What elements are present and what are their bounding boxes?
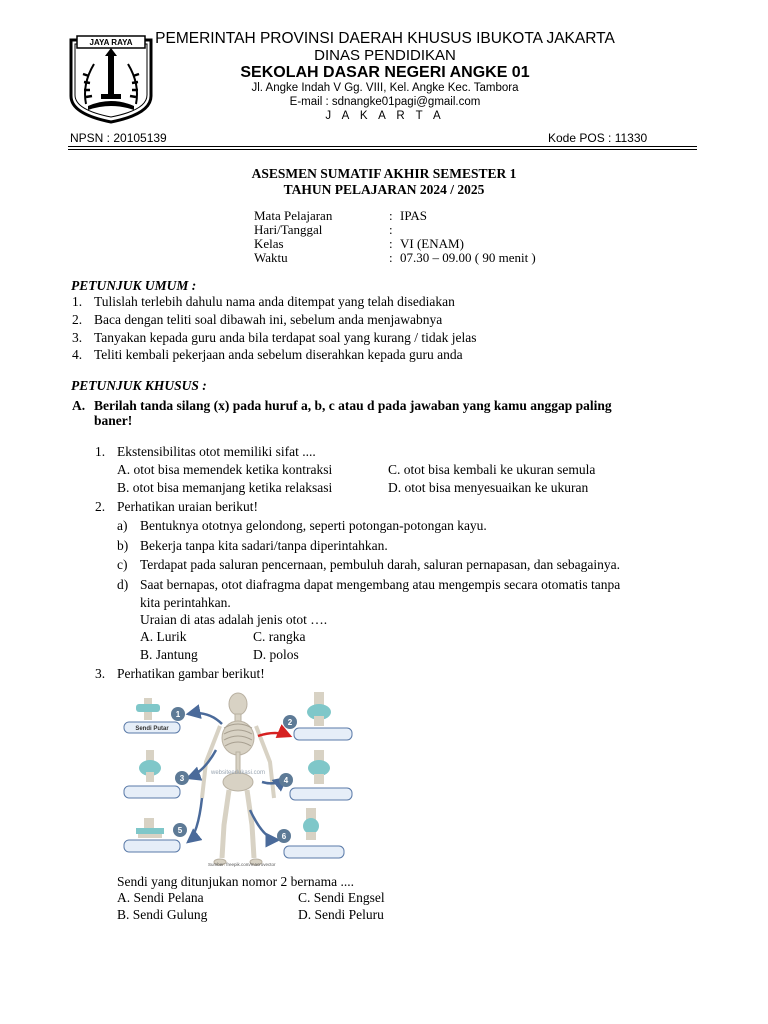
school-email: E-mail : sdnangke01pagi@gmail.com xyxy=(289,96,481,108)
general-instructions-heading: PETUNJUK UMUM : xyxy=(71,278,197,293)
q3-option-b[interactable]: B. Sendi Gulung xyxy=(117,907,208,922)
exam-title: ASESMEN SUMATIF AKHIR SEMESTER 1 xyxy=(251,166,517,181)
answer-box-4 xyxy=(290,788,352,800)
badge-5-number: 5 xyxy=(177,826,183,835)
list-number: 1. xyxy=(72,294,83,309)
joint-types-figure xyxy=(118,690,358,868)
q3-option-a[interactable]: A. Sendi Pelana xyxy=(117,890,204,905)
question-number: 2. xyxy=(95,499,106,514)
letterhead-divider xyxy=(68,146,697,147)
joint-1-label: Sendi Putar xyxy=(135,726,169,732)
identity-label-time: Waktu xyxy=(254,250,288,265)
answer-box-5 xyxy=(124,840,180,852)
badge-4-number: 4 xyxy=(283,776,289,785)
school-address: Jl. Angke Indah V Gg. VIII, Kel. Angke Kec. Tambora xyxy=(251,82,519,94)
joint-2-hinge-illustration xyxy=(307,692,331,726)
q2-point-b: Bekerja tanpa kita sadari/tanpa diperintahkan. xyxy=(140,538,388,553)
specific-instructions-heading: PETUNJUK KHUSUS : xyxy=(71,378,207,393)
list-number: 3. xyxy=(72,330,83,345)
general-instruction-item: Tulislah terlebih dahulu nama anda ditempat yang telah disediakan xyxy=(94,294,455,309)
question-2-text: Perhatikan uraian berikut! xyxy=(117,499,258,514)
section-letter: A. xyxy=(72,398,86,413)
identity-colon: : xyxy=(389,208,393,223)
identity-colon: : xyxy=(389,222,393,237)
q1-option-a[interactable]: A. otot bisa memendek ketika kontraksi xyxy=(117,462,333,477)
department-name: DINAS PENDIDIKAN xyxy=(314,47,456,64)
question-3-stem: Sendi yang ditunjukan nomor 2 bernama .... xyxy=(117,874,354,889)
q1-option-b[interactable]: B. otot bisa memanjang ketika relaksasi xyxy=(117,480,333,495)
identity-label-subject: Mata Pelajaran xyxy=(254,208,333,223)
school-emblem-logo xyxy=(68,34,154,124)
general-instruction-item: Tanyakan kepada guru anda bila terdapat soal yang kurang / tidak jelas xyxy=(94,330,477,345)
q2-point-a: Bentuknya ototnya gelondong, seperti potongan-potongan kayu. xyxy=(140,518,487,533)
arrow-to-joint-1 xyxy=(188,713,222,724)
answer-box-2 xyxy=(294,728,352,740)
q2-point-d: Saat bernapas, otot diafragma dapat mengembang atau mengempis secara otomatis tanpa xyxy=(140,577,621,592)
school-city: J A K A R T A xyxy=(325,110,445,122)
identity-colon: : xyxy=(389,250,393,265)
q3-option-c[interactable]: C. Sendi Engsel xyxy=(298,890,385,905)
q1-option-c[interactable]: C. otot bisa kembali ke ukuran semula xyxy=(388,462,596,477)
government-name: PEMERINTAH PROVINSI DAERAH KHUSUS IBUKOTA JAKARTA xyxy=(155,30,615,47)
q2-option-a[interactable]: A. Lurik xyxy=(140,629,187,644)
identity-colon: : xyxy=(389,236,393,251)
identity-label-class: Kelas xyxy=(254,236,284,251)
skeleton-illustration xyxy=(202,693,274,865)
badge-1-number: 1 xyxy=(175,710,181,719)
q2-option-d[interactable]: D. polos xyxy=(253,647,299,662)
joint-5-plane-illustration xyxy=(136,818,164,838)
point-label: d) xyxy=(117,577,129,592)
figure-source: Sumber: freepik.com/macrovector xyxy=(208,862,276,867)
question-3-text: Perhatikan gambar berikut! xyxy=(117,666,265,681)
badge-3-number: 3 xyxy=(179,774,185,783)
point-label: b) xyxy=(117,538,129,553)
list-number: 2. xyxy=(72,312,83,327)
letterhead-divider xyxy=(68,149,697,150)
q2-point-c: Terdapat pada saluran pencernaan, pembuluh darah, saluran pernapasan, dan sebagainya. xyxy=(140,557,620,572)
question-number: 1. xyxy=(95,444,106,459)
identity-value-time: 07.30 – 09.00 ( 90 menit ) xyxy=(400,250,536,265)
identity-value-subject: IPAS xyxy=(400,208,427,223)
npsn-number: NPSN : 20105139 xyxy=(70,131,167,145)
section-a-instruction: Berilah tanda silang (x) pada huruf a, b, c atau d pada jawaban yang kamu anggap paling xyxy=(94,398,612,413)
q2-option-b[interactable]: B. Jantung xyxy=(140,647,198,662)
q3-option-d[interactable]: D. Sendi Peluru xyxy=(298,907,384,922)
joint-6-ball-socket-illustration xyxy=(303,808,319,840)
answer-box-6 xyxy=(284,846,344,858)
badge-6-number: 6 xyxy=(281,832,287,841)
joint-3-saddle-illustration xyxy=(139,750,161,782)
joint-4-ellipsoid-illustration xyxy=(308,750,330,784)
answer-box-3 xyxy=(124,786,180,798)
question-number: 3. xyxy=(95,666,106,681)
arrow-to-joint-5 xyxy=(188,798,202,842)
point-label: c) xyxy=(117,557,128,572)
q2-point-d-cont: kita perintahkan. xyxy=(140,595,231,610)
identity-label-date: Hari/Tanggal xyxy=(254,222,323,237)
postal-code: Kode POS : 11330 xyxy=(548,131,648,145)
list-number: 4. xyxy=(72,347,83,362)
academic-year: TAHUN PELAJARAN 2024 / 2025 xyxy=(283,182,485,197)
general-instruction-item: Teliti kembali pekerjaan anda sebelum diserahkan kepada guru anda xyxy=(94,347,463,362)
question-2-stem: Uraian di atas adalah jenis otot …. xyxy=(140,612,328,627)
school-name: SEKOLAH DASAR NEGERI ANGKE 01 xyxy=(240,64,530,81)
point-label: a) xyxy=(117,518,128,533)
question-1-text: Ekstensibilitas otot memiliki sifat .... xyxy=(117,444,316,459)
q1-option-d[interactable]: D. otot bisa menyesuaikan ke ukuran xyxy=(388,480,589,495)
figure-watermark: websiteedukasi.com xyxy=(210,770,266,776)
badge-2-number: 2 xyxy=(287,718,293,727)
joint-1-pivot-illustration xyxy=(136,698,160,720)
q2-option-c[interactable]: C. rangka xyxy=(253,629,306,644)
identity-value-class: VI (ENAM) xyxy=(400,236,464,251)
logo-text: JAYA RAYA xyxy=(89,38,133,47)
section-a-instruction-cont: baner! xyxy=(94,413,133,428)
general-instruction-item: Baca dengan teliti soal dibawah ini, sebelum anda menjawabnya xyxy=(94,312,443,327)
arrow-to-joint-2 xyxy=(258,733,290,736)
